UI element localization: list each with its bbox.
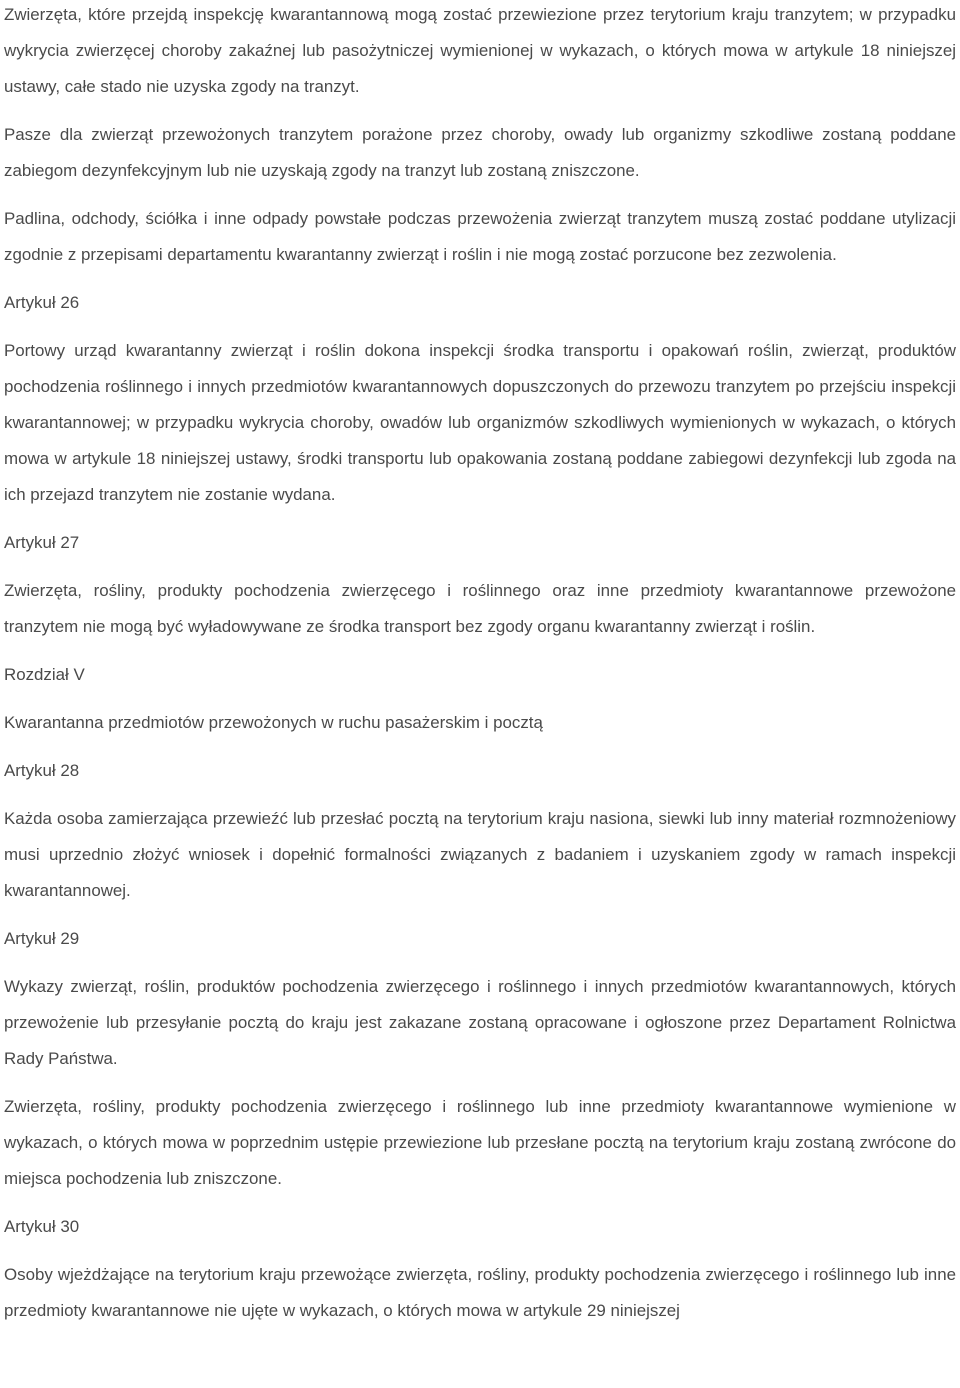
paragraph-article-27: Zwierzęta, rośliny, produkty pochodzenia zwierzęcego i roślinnego oraz inne przedmioty kwarantannowe przewożone tranzytem nie mogą być wyładowywane ze środka transport bez zgody organu kwarantanny zwierząt i roślin. — [4, 581, 956, 636]
paragraph-article-30: Osoby wjeżdżające na terytorium kraju przewożące zwierzęta, rośliny, produkty pochodzenia zwierzęcego i roślinnego lub inne przedmioty kwarantannowe nie ujęte w wykazach, o których mowa w artykule 29 niniejszej — [4, 1265, 956, 1320]
heading-chapter-5: Rozdział V — [4, 665, 85, 684]
paragraph-waste-disposal: Padlina, odchody, ściółka i inne odpady powstałe podczas przewożenia zwierząt tranzytem muszą zostać poddane utylizacji zgodnie z przepisami departamentu kwarantanny zwierząt i roślin i nie mogą zostać porzucone bez zezwolenia. — [4, 209, 956, 264]
heading-article-28: Artykuł 28 — [4, 761, 80, 780]
paragraph-article-29-1: Wykazy zwierząt, roślin, produktów pochodzenia zwierzęcego i roślinnego i innych przedmiotów kwarantannowych, których przewożenie lub przesyłanie pocztą do kraju jest zakazane zostaną opracowane i ogłoszone przez Departament Rolnictwa Rady Państwa. — [4, 977, 956, 1068]
paragraph-transit-inspection: Zwierzęta, które przejdą inspekcję kwarantannową mogą zostać przewiezione przez terytorium kraju tranzytem; w przypadku wykrycia zwierzęcej choroby zakaźnej lub pasożytniczej wymienionej w wykazach, o których mowa w artykule 18 niniejszej ustawy, całe stado nie uzyska zgody na tranzyt. — [4, 5, 956, 96]
heading-article-29: Artykuł 29 — [4, 929, 80, 948]
heading-article-30: Artykuł 30 — [4, 1217, 80, 1236]
heading-chapter-5-title: Kwarantanna przedmiotów przewożonych w ruchu pasażerskim i pocztą — [4, 713, 543, 732]
paragraph-article-26: Portowy urząd kwarantanny zwierząt i roślin dokona inspekcji środka transportu i opakowań roślin, zwierząt, produktów pochodzenia roślinnego i innych przedmiotów kwarantannowych dopuszczonych do przewozu tranzytem po przejściu inspekcji kwarantannowej; w przypadku wykrycia choroby, owadów lub organizmów szkodliwych wymienionych w wykazach, o których mowa w artykule 18 niniejszej ustawy, środki transportu lub opakowania zostaną poddane zabiegowi dezynfekcji lub zgoda na ich przejazd tranzytem nie zostanie wydana. — [4, 341, 956, 504]
heading-article-26: Artykuł 26 — [4, 293, 80, 312]
paragraph-feed-disinfection: Pasze dla zwierząt przewożonych tranzytem porażone przez choroby, owady lub organizmy szkodliwe zostaną poddane zabiegom dezynfekcyjnym lub nie uzyskają zgody na tranzyt lub zostaną zniszczone. — [4, 125, 956, 180]
paragraph-article-28: Każda osoba zamierzająca przewieźć lub przesłać pocztą na terytorium kraju nasiona, siewki lub inny materiał rozmnożeniowy musi uprzednio złożyć wniosek i dopełnić formalności związanych z badaniem i uzyskaniem zgody w ramach inspekcji kwarantannowej. — [4, 809, 956, 900]
heading-article-27: Artykuł 27 — [4, 533, 80, 552]
paragraph-article-29-2: Zwierzęta, rośliny, produkty pochodzenia zwierzęcego i roślinnego lub inne przedmioty kwarantannowe wymienione w wykazach, o których mowa w poprzednim ustępie przewiezione lub przesłane pocztą na terytorium kraju zostaną zwrócone do miejsca pochodzenia lub zniszczone. — [4, 1097, 956, 1188]
document-body — [4, 0, 956, 1341]
